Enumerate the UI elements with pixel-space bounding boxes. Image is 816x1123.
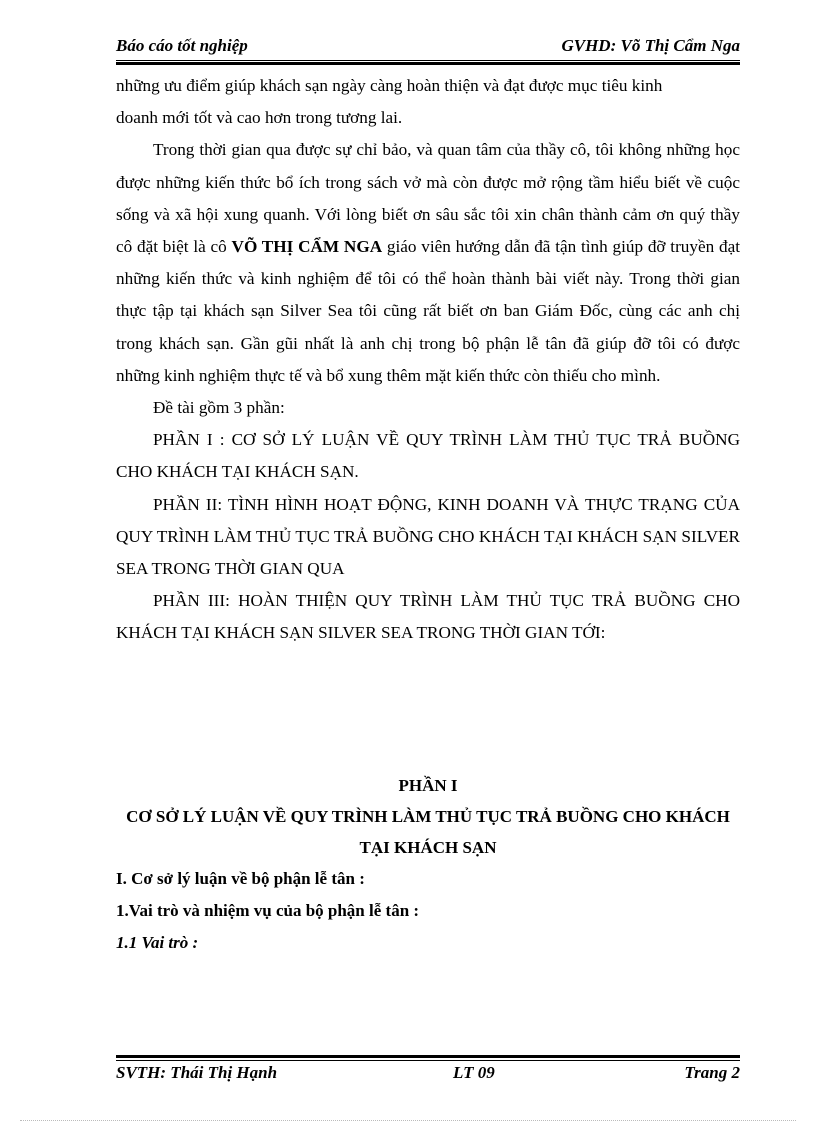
header-report-title: Báo cáo tốt nghiệp bbox=[116, 36, 248, 55]
footer-rule-thick bbox=[116, 1055, 740, 1058]
topic-intro: Đề tài gồm 3 phần: bbox=[153, 398, 285, 418]
header-advisor: GVHD: Võ Thị Cẩm Nga bbox=[561, 36, 740, 55]
section-spacer bbox=[116, 650, 740, 770]
body-line-2: doanh mới tốt và cao hơn trong tương lai. bbox=[116, 108, 403, 128]
page-footer bbox=[116, 1063, 740, 1085]
page-edge-dotted-line bbox=[20, 1120, 796, 1121]
footer-class: LT 09 bbox=[453, 1063, 495, 1082]
part-2-summary: PHẦN II: TÌNH HÌNH HOẠT ĐỘNG, KINH DOANH VÀ THỰC TRẠNG CỦA QUY TRÌNH LÀM THỦ TỤC TRẢ BUỒNG CHO KHÁCH TẠI KHÁCH SẠN SILVER SEA TRONG THỜI GIAN QUA bbox=[116, 494, 740, 579]
footer-student: SVTH: Thái Thị Hạnh bbox=[116, 1063, 278, 1082]
header-rule-thick bbox=[116, 62, 740, 65]
document-body bbox=[116, 70, 740, 959]
ack-text-b: giáo viên hướng dẫn đã tận tình giúp đỡ truyền đạt những kiến thức và kinh nghiệm để tôi có thể hoàn thành bài viết này. Trong thời gian thực tập tại khách sạn Silver Sea tôi cũng rất biết ơn ban Giám Đốc, cùng các anh chị trong khách sạn. Gần gũi nhất là anh chị trong bộ phận lễ tân đã giúp đỡ tôi có được những kinh nghiệm thực tế và bổ xung thêm mặt kiến thức còn thiếu cho mình. bbox=[116, 237, 740, 385]
part-3-summary: PHẦN III: HOÀN THIỆN QUY TRÌNH LÀM THỦ TỤC TRẢ BUỒNG CHO KHÁCH TẠI KHÁCH SẠN SILVER SEA TRONG THỜI GIAN TỚI: bbox=[116, 591, 740, 643]
ack-text-a: Trong thời gian qua được sự chỉ bảo, và quan tâm của thầy cô, tôi không những học được những kiến thức bổ ích trong sách vở mà còn được mở rộng tầm hiểu biết về cuộc sống và xã hội xung quanh. Với lòng biết ơn sâu sắc tôi xin chân thành cảm ơn quý thầy cô đặt biệt là cô bbox=[116, 140, 740, 257]
advisor-name: VÕ THỊ CẨM NGA bbox=[231, 237, 383, 257]
footer-page-number: Trang 2 bbox=[684, 1063, 740, 1082]
header-rule-thin bbox=[116, 60, 740, 61]
section-subtitle: CƠ SỞ LÝ LUẬN VỀ QUY TRÌNH LÀM THỦ TỤC TRẢ BUỒNG CHO KHÁCH TẠI KHÁCH SẠN bbox=[126, 806, 730, 857]
body-line-1: những ưu điểm giúp khách sạn ngày càng hoàn thiện và đạt được mục tiêu kinh bbox=[116, 76, 663, 95]
heading-2: 1.Vai trò và nhiệm vụ của bộ phận lễ tân : bbox=[116, 900, 420, 920]
acknowledgement-paragraph bbox=[116, 134, 740, 392]
page-header bbox=[116, 36, 740, 60]
footer-rule-thin bbox=[116, 1060, 740, 1061]
section-title: PHẦN I bbox=[398, 775, 458, 795]
heading-1: I. Cơ sở lý luận về bộ phận lễ tân : bbox=[116, 868, 365, 888]
part-1-summary: PHẦN I : CƠ SỞ LÝ LUẬN VỀ QUY TRÌNH LÀM THỦ TỤC TRẢ BUỒNG CHO KHÁCH TẠI KHÁCH SẠN. bbox=[116, 430, 740, 482]
heading-3: 1.1 Vai trò : bbox=[116, 932, 199, 952]
